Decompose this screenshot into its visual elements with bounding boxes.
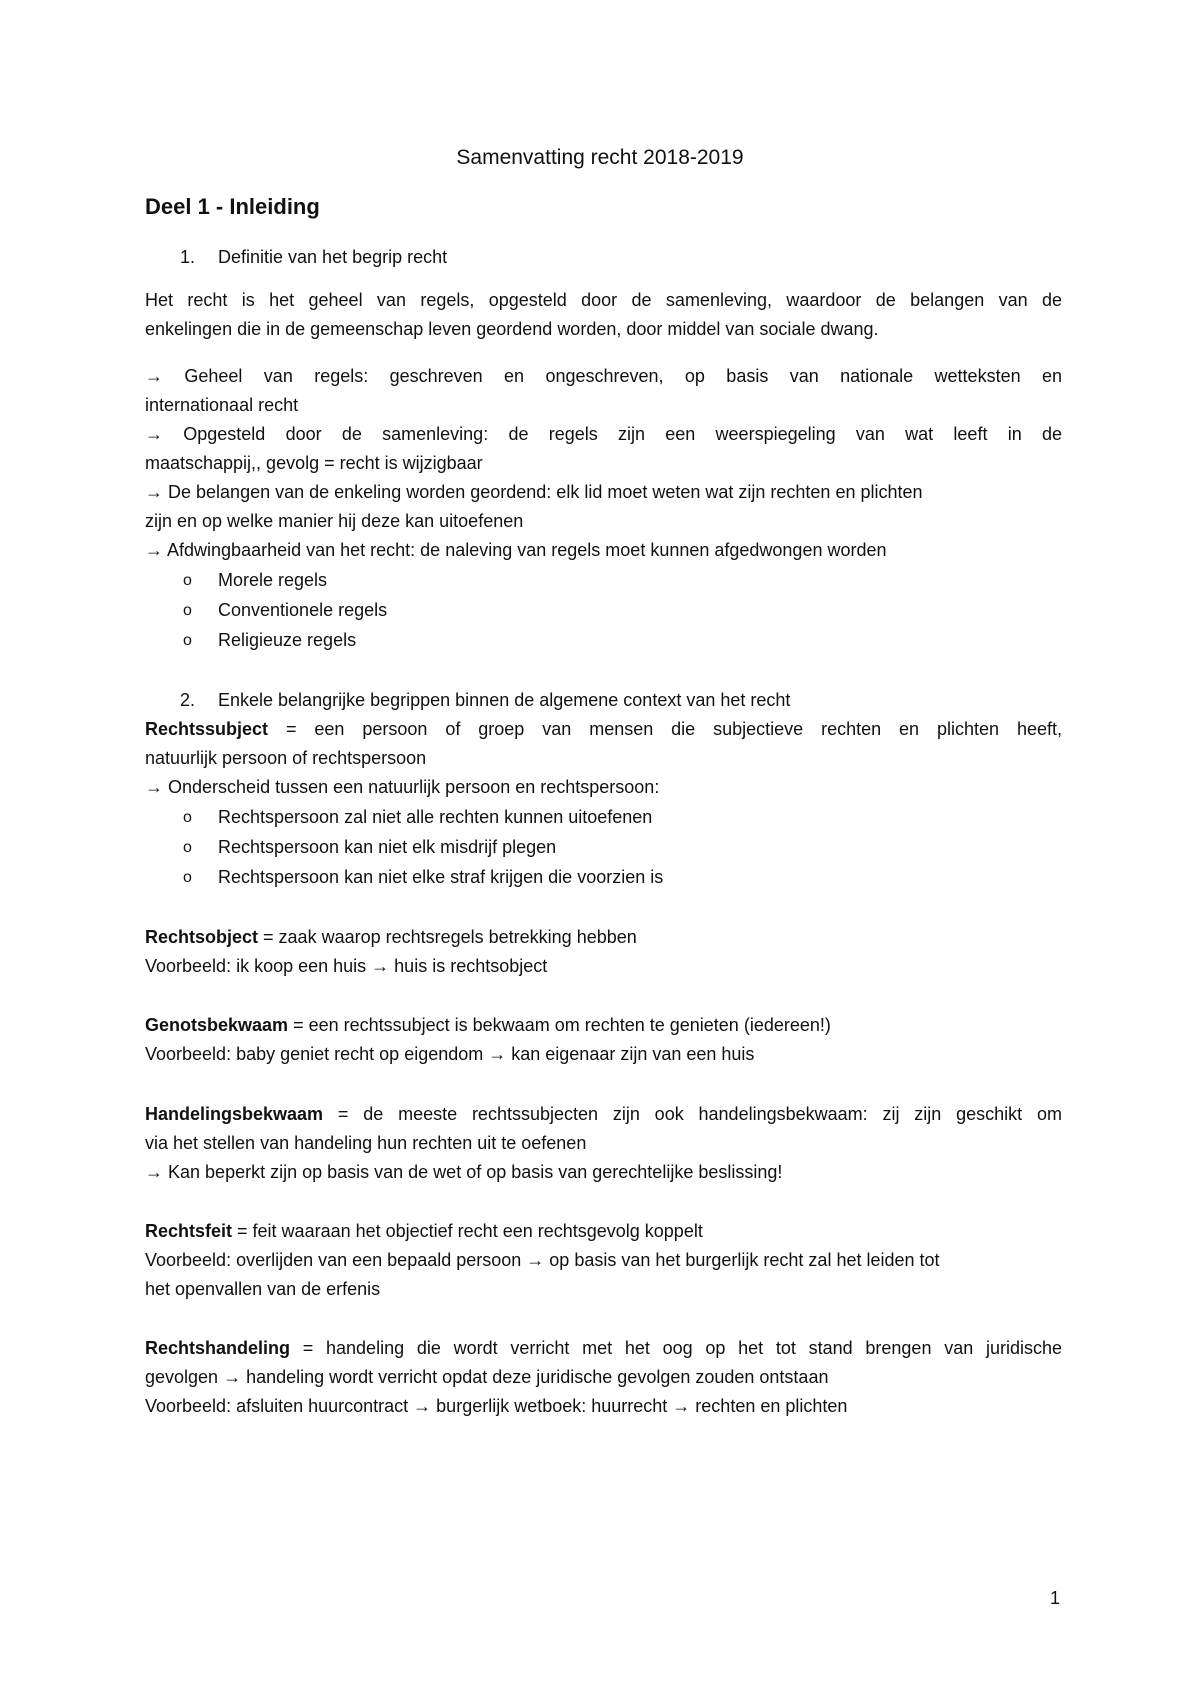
section-heading: Deel 1 - Inleiding [145,194,320,219]
bullet-icon: o [183,839,192,856]
list-item: Rechtspersoon kan niet elke straf krijgen die voorzien is [218,867,664,887]
arrow-icon: → [413,1396,432,1416]
page-number: 1 [1050,1588,1061,1608]
definition-rechtshandeling: Rechtshandeling = handeling die wordt verricht met het oog op het tot stand brengen van juridische [145,1338,1062,1358]
bullet-icon: o [183,572,192,589]
point-line: → Afdwingbaarheid van het recht: de naleving van regels moet kunnen afgedwongen worden [145,540,887,560]
list-item: Rechtspersoon zal niet alle rechten kunnen uitoefenen [218,807,653,827]
arrow-icon: → [488,1044,507,1064]
example-line: Voorbeeld: overlijden van een bepaald persoon → op basis van het burgerlijk recht zal het leiden tot [145,1250,940,1270]
intro-line: Het recht is het geheel van regels, opgesteld door de samenleving, waardoor de belangen van de [145,290,1062,310]
example-line: het openvallen van de erfenis [145,1279,381,1299]
list-item: Rechtspersoon kan niet elk misdrijf plegen [218,837,557,857]
point-line: maatschappij,, gevolg = recht is wijzigbaar [145,453,483,473]
arrow-icon: → [145,1162,163,1182]
intro-line: enkelingen die in de gemeenschap leven geordend worden, door middel van sociale dwang. [145,319,879,339]
bullet-icon: o [183,632,192,649]
definition-line: via het stellen van handeling hun rechten uit te oefenen [145,1133,587,1153]
point-line: → Opgesteld door de samenleving: de regels zijn een weerspiegeling van wat leeft in de [145,424,1062,444]
point-line: → Kan beperkt zijn op basis van de wet of op basis van gerechtelijke beslissing! [145,1162,783,1182]
section-2-number: 2. [180,690,196,710]
definition-line: gevolgen → handeling wordt verricht opdat deze juridische gevolgen zouden ontstaan [145,1367,829,1387]
point-line: → Geheel van regels: geschreven en ongeschreven, op basis van nationale wetteksten en [145,366,1062,386]
arrow-icon: → [526,1250,545,1270]
example-line: Voorbeeld: baby geniet recht op eigendom → kan eigenaar zijn van een huis [145,1044,755,1064]
bullet-icon: o [183,809,192,826]
point-line: zijn en op welke manier hij deze kan uitoefenen [145,511,524,531]
definition-handelingsbekwaam: Handelingsbekwaam = de meeste rechtssubjecten zijn ook handelingsbekwaam: zij zijn geschikt om [145,1104,1062,1124]
arrow-icon: → [145,366,163,386]
point-line: internationaal recht [145,395,299,415]
definition-rechtsobject: Rechtsobject = zaak waarop rechtsregels betrekking hebben [145,927,637,947]
definition-genotsbekwaam: Genotsbekwaam = een rechtssubject is bekwaam om rechten te genieten (iedereen!) [145,1015,831,1035]
definition-rechtssubject: Rechtssubject = een persoon of groep van mensen die subjectieve rechten en plichten heeft, [145,719,1062,739]
arrow-icon: → [145,777,163,797]
example-line: Voorbeeld: afsluiten huurcontract → burgerlijk wetboek: huurrecht → rechten en plichten [145,1396,848,1416]
arrow-icon: → [145,424,163,444]
bullet-icon: o [183,602,192,619]
document-title: Samenvatting recht 2018-2019 [456,146,744,169]
list-item: Religieuze regels [218,630,357,650]
arrow-icon: → [145,540,163,560]
list-item: Morele regels [218,570,328,590]
arrow-icon: → [672,1396,691,1416]
arrow-icon: → [371,956,390,976]
section-2-title: Enkele belangrijke begrippen binnen de algemene context van het recht [218,690,791,710]
list-item: Conventionele regels [218,600,388,620]
example-line: Voorbeeld: ik koop een huis → huis is rechtsobject [145,956,548,976]
section-1-title: Definitie van het begrip recht [218,247,448,267]
section-1-number: 1. [180,247,196,267]
arrow-icon: → [145,482,163,502]
point-line: → Onderscheid tussen een natuurlijk persoon en rechtspersoon: [145,777,660,797]
point-line: → De belangen van de enkeling worden geordend: elk lid moet weten wat zijn rechten en plichten [145,482,923,502]
definition-line: natuurlijk persoon of rechtspersoon [145,748,427,768]
arrow-icon: → [223,1367,242,1387]
definition-rechtsfeit: Rechtsfeit = feit waaraan het objectief recht een rechtsgevolg koppelt [145,1221,703,1241]
bullet-icon: o [183,869,192,886]
